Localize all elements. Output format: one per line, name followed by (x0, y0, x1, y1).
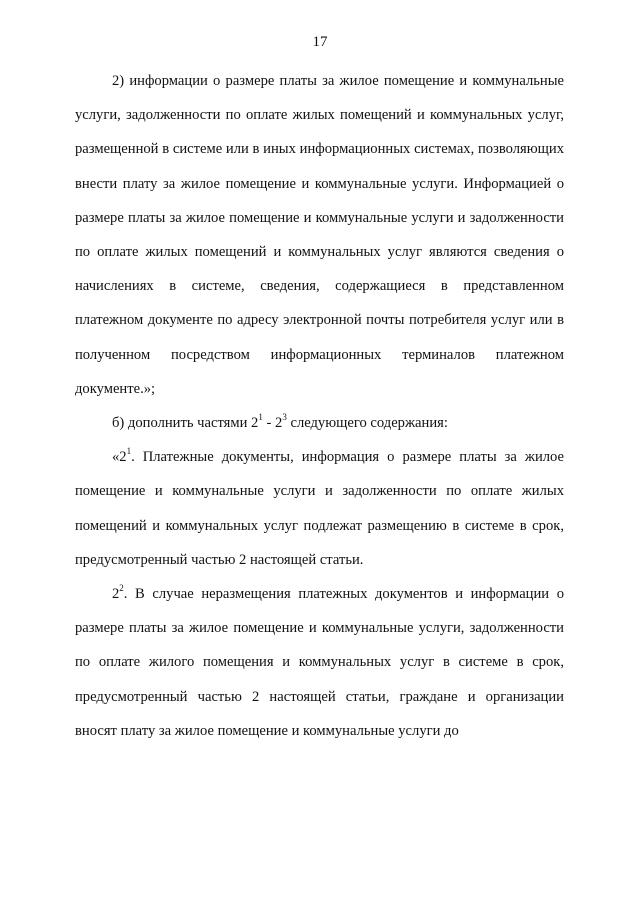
part-2-1-superscript: 1 (126, 446, 132, 457)
amendment-b-text-end: следующего содержания: (286, 415, 448, 432)
part-2-2-number: 2 (112, 586, 120, 603)
part-2-1-number: «2 (112, 449, 127, 466)
superscript-1: 1 (258, 412, 263, 423)
paragraph-amendment-b (75, 406, 564, 440)
paragraph-part-2-2 (75, 577, 564, 748)
amendment-b-text-middle: - 2 (262, 415, 283, 432)
document-body (75, 64, 564, 748)
page-number: 17 (312, 34, 328, 50)
part-2-2-text: . В случае неразмещения платежных документов и информации о размере платы за жилое помещение и коммунальные услуги, задолженности по оплате жилого помещения и коммунальных услуг в системе в срок, предусмотренный частью 2 настоящей статьи, граждане и организации вносят плату за жилое помещение и коммунальные услуги до (75, 586, 564, 739)
paragraph-item-2-text: 2) информации о размере платы за жилое помещение и коммунальные услуги, задолженности по оплате жилых помещений и коммунальных услуг, размещенной в системе или в иных информационных системах, позволяющих внести плату за жилое помещение и коммунальные услуги. Информацией о размере платы за жилое помещение и коммунальные услуги и задолженности по оплате жилых помещений и коммунальных услуг являются сведения о начислениях в системе, сведения, содержащиеся в представленном платежном документе по адресу электронной почты потребителя услуг или в полученном посредством информационных терминалов платежном документе.»; (75, 73, 564, 397)
amendment-b-text-start: б) дополнить частями 2 (112, 415, 259, 432)
part-2-1-text: . Платежные документы, информация о размере платы за жилое помещение и коммунальные услуги и задолженности по оплате жилых помещений и коммунальных услуг подлежат размещению в системе в срок, предусмотренный частью 2 настоящей статьи. (75, 449, 564, 568)
paragraph-part-2-1 (75, 440, 564, 577)
part-2-2-superscript: 2 (119, 583, 124, 594)
paragraph-item-2 (75, 64, 564, 406)
superscript-3: 3 (282, 412, 287, 423)
